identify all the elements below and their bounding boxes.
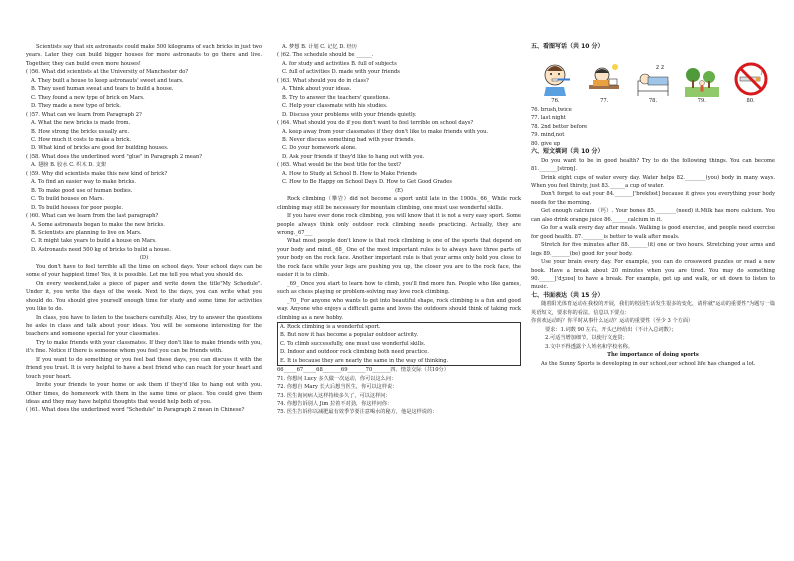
text-line: ( )60. What can we learn from the last paragraph? (26, 213, 159, 220)
option-line: E. It is because they are nearly the same in the way of thinking. (280, 357, 449, 364)
essay-instruction: 你喜欢运动吗？你平时从事什么运动？运动的重要性（至少 3 个方面） (531, 318, 694, 325)
text-line: On every weekend,take a piece of paper and write down the title"My Schedule". Under it, you write the days of the week. Next to the days, you can write what you should do. You should give yourself enough time for study and some time for activities you like to do. (26, 280, 262, 313)
fill-blank-paragraph: Drink eight cups of water every day. Water helps 82.________(you) body in many ways. When you feel thirsty, just 83.______a cup of water. (531, 174, 775, 189)
text-line: C. How to Be Happy on School Days D. How to Get Good Grades (282, 179, 452, 186)
picture-number: 78. (648, 98, 658, 105)
text-line: C. To build houses on Mars. (31, 196, 105, 203)
text-line: D. Discuss your problems with your friends quietly. (282, 111, 417, 118)
text-line: A. Think about your ideas. (282, 86, 352, 93)
hint-79: 79. mind,not (531, 132, 565, 139)
essay-title: The importance of doing sports (607, 352, 699, 359)
text-line: D. They made a new type of brick. (31, 103, 121, 110)
column-left (26, 43, 262, 415)
hint-76: 76. brush,twice (531, 106, 572, 113)
picture-number: 77. (600, 98, 609, 105)
text-line: 74. 你想告诉别人 Jim 拉着不对劲，你这样问你： (277, 401, 393, 408)
text-line: ( )57. What can we learn from Paragraph 2? (26, 111, 142, 118)
text-line: B. Try to answer the teachers' questions. (282, 94, 391, 101)
option-line: C. To climb successfully, one must use wonderful skills. (280, 340, 426, 347)
picture-number: 76. (551, 98, 560, 105)
section-6-heading: 六、短文填词（共 10 分） (531, 148, 604, 156)
text-line: B. How strong the bricks usually are. (31, 128, 130, 135)
text-line: Rock climbing（攀岩）did not become a sport until late in the 1900s._66_ While rock climbing may still be necessary for mountain climbing, one must use wonderful skills. (277, 196, 521, 211)
text-line: ( )58. What does the underlined word "glue" in Paragraph 2 mean? (26, 153, 203, 160)
text-line: You don't have to feel terrible all the time on school days. Your school days can be some of your happiest time! Yes, it is possible. Let me tell you what you should do. (26, 263, 262, 279)
section-5-heading: 五、看图写话（共 10 分） (531, 43, 604, 50)
picture-number: 80. (746, 98, 755, 105)
essay-opening: As the Sunny Sports is developing in our school,our school life has changed a lot. (541, 360, 756, 367)
text-line: A. keep away from your classmates if they don't like to make friends with you. (282, 128, 489, 135)
text-line: C. They found a new type of brick on Mars. (31, 94, 145, 101)
text-line: Invite your friends to your home or ask them if they'd like to hang out with you. Other times, do homework with them in the same time or place. You could give them ideas and they may have helpful thoughts that would help both of you. (26, 382, 262, 406)
essay-instruction: 3.文中不得透露个人姓名和学校名称。 (545, 343, 633, 350)
svg-text:z z: z z (655, 64, 665, 72)
text-line: Try to make friends with your classmates. If they don't like to make friends with you, it's fine. Notice if there is someone whom you feel you can be friends with. (26, 339, 262, 355)
text-line: ( )61. What does the underlined word "Schedule" in Paragraph 2 mean in Chinese? (26, 407, 245, 414)
text-line: D. Ask your friends if they'd like to hang out with you. (282, 153, 425, 160)
text-line: A. 翅膀 B. 胶水 C. 织木 D. 支架 (31, 162, 106, 169)
essay-instruction: 随着阳光体育运动在我校的开展，我们的校园生活发生很多的变化，请你就"运动的重要性"为题写一篇英语短文，要求你的看法，信息以下要点： (531, 301, 775, 316)
text-line: If you have ever done rock climbing, you will know that it is not a very easy sport. Some people always think only outdoor rock climbing needs practicing. Actually, they are wrong._67___ (277, 213, 521, 236)
essay-instruction: 2.可适当增加细节，以使行文连贯； (545, 335, 628, 342)
text-line: A. 梦想 B. 计划 C. 记忆 D. 经历 (282, 44, 357, 50)
fill-blank-paragraph: Go for a walk every day after meals. Walking is good exercise, and people need exercise for good health. 87.________is better to walk after meals. (531, 225, 775, 240)
text-line: 66_____67_____68_______69_______70_______四、情景交际（共10分） (277, 367, 449, 374)
text-line: 72. 你想自 Mary 长大后想当医生，你可以这样说： (277, 384, 398, 391)
fill-blank-paragraph: Don't forget to eat your 84._______['brekfəst] because it gives you everything your body needs for the morning. (531, 191, 775, 206)
text-line: A. To find an easier way to make bricks. (31, 179, 137, 186)
text-line: C. full of activities D. made with your friends (282, 69, 400, 76)
hint-80: 80. give up (531, 140, 561, 147)
text-line: (D) (139, 255, 149, 262)
text-line: If you want to do something or you feel bad these days, you can discuss it with the friend you trust. It is very helpful to have a best friend who can reach for your heart and touch your heart. (26, 356, 262, 380)
text-line: ( )63. What should you do in class? (277, 77, 369, 84)
text-line: A. for study and activities B. full of subjects (282, 60, 397, 67)
fill-blank-paragraph: Use your brain every day. For example, you can do crossword puzzles or read a new book. Have a break about 20 minutes when you are tired. You may do something 90.______['dʒɔɪsɪ] to have a break. For example, get up and walk, or sit down to listen to music. (531, 259, 775, 291)
text-line: Scientists say that six astronauts could make 500 kilograms of such bricks in just two years. Later they can build bigger houses for more astronauts to go there and live. Together, they can build even more houses! (26, 44, 262, 67)
text-line: ( )59. Why did scientists make this new kind of brick? (26, 170, 168, 177)
text-line: C. Do your homework alone. (282, 145, 357, 152)
text-line: 75. 医生告诉你以减肥最有效季节要注意喝水的秘方，他是这样说的： (277, 409, 438, 416)
text-line: D. To build houses for poor people. (31, 204, 123, 211)
column-middle (277, 43, 521, 417)
section-7-heading: 七、书面表达（共 15 分） (531, 291, 604, 299)
text-line: ( )56. What did scientists at the University of Manchester do? (26, 69, 189, 76)
text-line: _70_ For anyone who wants to get into beautiful shape, rock climbing is a fun and good way. Anyone who enjoys a difficult game and loves the outdoors should think of taking rock climbing as a new hobby. (277, 297, 521, 321)
text-line: ( )64. What should you do if you don't want to feel terrible on school days? (277, 120, 474, 127)
sleeping-picture (636, 61, 670, 97)
studying-late-picture (587, 61, 621, 97)
picture-number: 79. (697, 98, 706, 105)
text-line: In class, you have to listen to the teachers carefully. Also, try to answer the questions he asks in class and talk about your ideas. You will be someone interesting for the teachers and someone special for your classmates. (26, 314, 262, 338)
text-line: ( )62. The schedule should be ______. (277, 52, 374, 59)
text-line: C. How much it costs to make a brick. (31, 136, 132, 143)
picture-numbers (531, 97, 775, 105)
text-line: (E) (395, 187, 403, 194)
text-line: 71. 你想问 Lucy 多久做一次运动，你可以这么问： (277, 375, 397, 382)
column-right (531, 43, 775, 368)
option-line: A. Rock climbing is a wonderful sport. (280, 323, 381, 330)
text-line: A. How to Study at School B. How to Make Friends (282, 170, 417, 177)
brushing-teeth-picture (538, 61, 572, 97)
text-line: C. Help your classmate with his studies. (282, 103, 388, 110)
fill-blank-paragraph: Stretch for five minutes after 88._______(it) one or two hours. Stretching your arms and legs 89._______(be) good for your body. (531, 242, 775, 257)
text-line: _69_ Once you start to learn how to climb, you'll find more fun. People who like games, such as chess playing or problem-solving may love rock climbing. (277, 280, 521, 296)
no-smoking-icon (734, 61, 768, 97)
text-line: What most people don't know is that rock climbing is one of the sports that depend on your body and mind._68_ One of the most important rules is to always have three parts of your body on the rock face. Another important rule is that your arms only hold you close to the rock face while your legs are pushing you up, the closer you are to the rock face, the easier it is to climb. (277, 238, 521, 279)
text-line: B. They used human sweat and tears to build a house. (31, 86, 174, 93)
hint-77: 77. last night (531, 115, 566, 122)
fill-blank-paragraph: Get enough calcium（钙）. Your bones 85.________(need) it.Milk has more calcium. You can also drink orange juice 86.______calcium in it. (531, 208, 775, 223)
text-line: D. Astronauts need 500 kg of bricks to build a house. (31, 246, 171, 253)
option-line: B. But now it has become a popular outdoor activity. (280, 332, 419, 339)
text-line: A. Some astronauts began to make the new bricks. (31, 221, 165, 228)
text-line: D. What kind of bricks are good for building houses. (31, 145, 169, 152)
text-line: A. They built a house to keep astronauts' sweet and tears. (31, 77, 184, 84)
outdoor-picture (685, 61, 719, 97)
text-line: B. To make good use of human bodies. (31, 187, 133, 194)
text-line: 73. 医生询问病人这样持续多久了，可以这样问： (277, 392, 391, 399)
text-line: A. What the new bricks is made from. (31, 120, 131, 127)
option-line: D. Indoor and outdoor rock climbing both need practice. (280, 349, 429, 356)
fill-blank-paragraph: Do you want to be in good health? Try to do the following things. You can become 81._______[strɒŋ]. (531, 157, 775, 173)
text-line: B. Scientists are planning to live on Mars. (31, 229, 142, 236)
essay-instruction: 要求：1.词数 90 左右，开头已经给出（不计入总词数）； (545, 326, 677, 333)
picture-row (531, 51, 775, 97)
text-line: C. It might take years to build a house on Mars. (31, 238, 157, 245)
text-line: ( )65. What would be the best title for the text? (277, 162, 402, 169)
text-line: B. Never discuss something bad with your friends. (282, 136, 416, 143)
hint-78: 78. 2nd better before (531, 123, 588, 130)
options-box (277, 322, 521, 366)
